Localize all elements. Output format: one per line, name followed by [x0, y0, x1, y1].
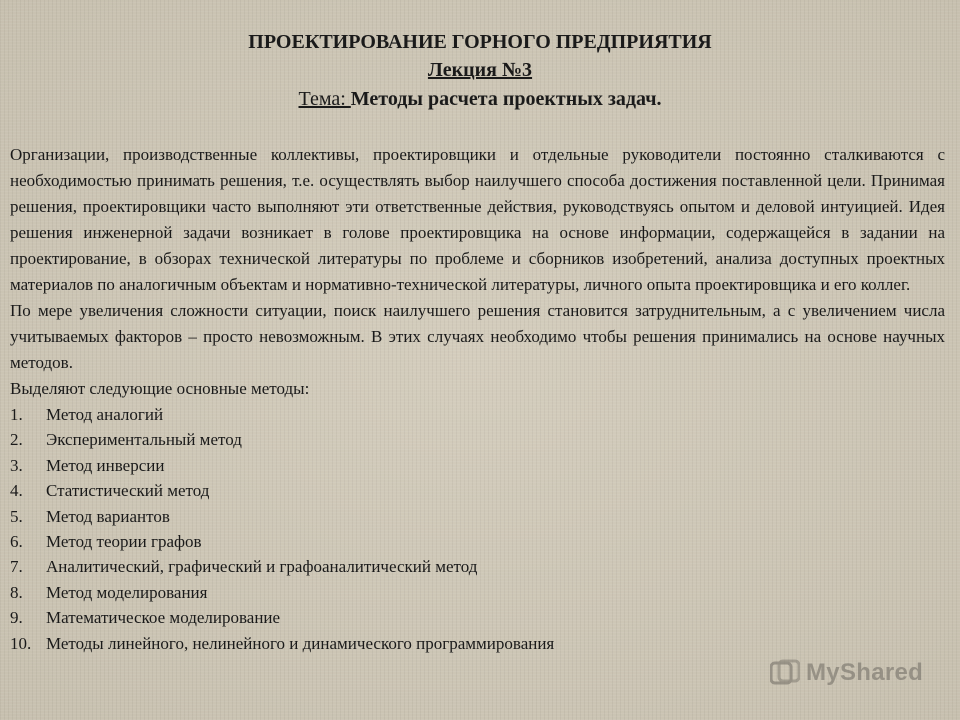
method-text: Экспериментальный метод — [46, 430, 242, 450]
methods-intro: Выделяют следующие основные методы: — [10, 379, 310, 398]
method-text: Метод вариантов — [46, 506, 170, 526]
method-item — [10, 631, 945, 656]
method-text: Математическое моделирование — [46, 608, 281, 628]
method-text: Метод моделирования — [46, 582, 208, 602]
slide-body — [10, 142, 945, 656]
slide-header — [0, 28, 960, 114]
method-number: 1. — [10, 405, 23, 424]
method-item — [10, 453, 945, 478]
topic-label: Тема: — [298, 88, 351, 110]
paragraph-1: Организации, производственные коллективы, проектировщики и отдельные руководители постоянно сталкиваются с необходимостью принимать решения, т.е. осуществлять выбор наилучшего способа достижения поставленной цели. Принимая решения, проектировщики часто выполняют эти ответственные действия, руководствуясь опытом и деловой интуицией. Идея решения инженерной задачи возникает в голове проектировщика на основе информации, содержащейся в задании на проектирование, в обзорах технической литературы по проблеме и сборников изобретений, анализа доступных проектных материалов по аналогичным объектам и нормативно-технической литературы, личного опыта проектировщика и его коллег. — [10, 145, 945, 294]
method-number: 3. — [10, 455, 23, 475]
method-item — [10, 478, 945, 503]
method-item — [10, 554, 945, 579]
method-number: 7. — [10, 557, 23, 577]
topic-line — [0, 84, 960, 114]
method-number: 5. — [10, 506, 23, 526]
topic-value: Методы расчета проектных задач. — [350, 88, 662, 110]
method-item — [10, 402, 945, 427]
method-text: Метод инверсии — [46, 455, 165, 475]
method-number: 10. — [10, 633, 32, 653]
method-item — [10, 504, 945, 529]
method-text: Аналитический, графический и графоаналитический метод — [46, 557, 478, 577]
method-text: Метод теории графов — [46, 532, 202, 552]
method-item — [10, 427, 945, 452]
myshared-logo-icon — [770, 659, 800, 687]
method-number: 4. — [10, 481, 23, 501]
slide-title: ПРОЕКТИРОВАНИЕ ГОРНОГО ПРЕДПРИЯТИЯ — [248, 31, 712, 53]
method-text: Метод аналогий — [46, 405, 164, 424]
method-text: Методы линейного, нелинейного и динамического программирования — [46, 633, 555, 653]
method-number: 6. — [10, 532, 23, 552]
lecture-number: Лекция №3 — [427, 59, 533, 81]
method-number: 9. — [10, 608, 23, 628]
paragraph-2: По мере увеличения сложности ситуации, поиск наилучшего решения становится затруднительным, а с увеличением числа учитываемых факторов – просто невозможным. В этих случаях необходимо чтобы решения принимались на основе научных методов. — [10, 301, 945, 372]
method-item — [10, 605, 945, 630]
method-text: Статистический метод — [46, 481, 210, 501]
method-item — [10, 529, 945, 554]
method-number: 2. — [10, 430, 23, 450]
method-item — [10, 580, 945, 605]
method-number: 8. — [10, 582, 23, 602]
methods-list — [10, 402, 945, 656]
watermark-text: MyShared — [806, 659, 924, 686]
watermark[interactable] — [770, 658, 923, 688]
